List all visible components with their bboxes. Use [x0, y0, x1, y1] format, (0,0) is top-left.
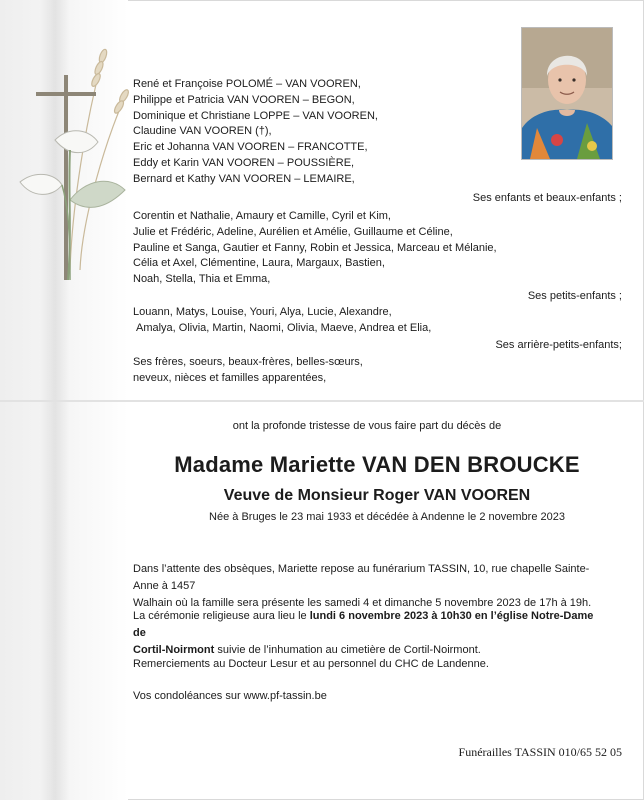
- ceremony-place: Cortil-Noirmont: [133, 644, 215, 656]
- other-relatives-list: [133, 355, 363, 387]
- children-label: Ses enfants et beaux-enfants ;: [472, 192, 622, 204]
- wheat-icon: [70, 48, 130, 270]
- list-item: Ses frères, soeurs, beaux-frères, belles-sœurs,: [133, 356, 363, 368]
- list-item: Bernard et Kathy VAN VOOREN – LEMAIRE,: [133, 172, 355, 185]
- list-item: Célia et Axel, Clémentine, Laura, Margaux, Bastien,: [133, 257, 385, 270]
- ceremony-date: lundi 6 novembre 2023 à 10h30 en l’église Notre-Dame de: [133, 610, 594, 639]
- cross-lily-ornament: [10, 30, 135, 280]
- list-item: neveux, nièces et familles apparentées,: [133, 371, 327, 384]
- list-item: Amalya, Olivia, Martin, Naomi, Olivia, Maeve, Andrea et Elia,: [136, 321, 432, 334]
- ceremony-paragraph: [133, 608, 603, 659]
- list-item: Julie et Frédéric, Adeline, Aurélien et Amélie, Guillaume et Céline,: [133, 225, 453, 238]
- list-item: Corentin et Nathalie, Amaury et Camille, Cyril et Kim,: [133, 210, 391, 222]
- wake-line: Dans l’attente des obsèques, Mariette repose au funérarium TASSIN, 10, rue chapelle Sainte-Anne à 1457: [133, 563, 590, 592]
- deceased-name: Madame Mariette VAN DEN BROUCKE: [174, 452, 580, 477]
- list-item: Noah, Stella, Thia et Emma,: [133, 273, 271, 286]
- great-grandchildren-list: [133, 305, 431, 337]
- widow-line: Veuve de Monsieur Roger VAN VOOREN: [223, 487, 531, 504]
- list-item: Eric et Johanna VAN VOOREN – FRANCOTTE,: [133, 141, 368, 154]
- condolences-line: Vos condoléances sur www.pf-tassin.be: [133, 690, 327, 702]
- children-list: [133, 77, 378, 188]
- funeral-home-contact: Funérailles TASSIN 010/65 52 05: [458, 745, 622, 759]
- grandchildren-list: [133, 209, 497, 288]
- list-item: Dominique et Christiane LOPPE – VAN VOOREN,: [133, 109, 378, 122]
- fold-line: [0, 400, 644, 402]
- wake-paragraph: [133, 561, 603, 612]
- list-item: Claudine VAN VOOREN (†),: [133, 125, 272, 138]
- birth-death-line: Née à Bruges le 23 mai 1933 et décédée à Andenne le 2 novembre 2023: [209, 511, 565, 523]
- great-grandchildren-label: Ses arrière-petits-enfants;: [495, 339, 622, 351]
- list-item: René et Françoise POLOMÉ – VAN VOOREN,: [133, 78, 361, 90]
- lily-icon: [20, 131, 125, 280]
- wake-line: Walhain où la famille sera présente les samedi 4 et dimanche 5 novembre 2023 de 17h à 19h.: [133, 597, 592, 609]
- grandchildren-label: Ses petits-enfants ;: [527, 290, 622, 302]
- list-item: Eddy et Karin VAN VOOREN – POUSSIÈRE,: [133, 156, 355, 169]
- thanks-line: Remerciements au Docteur Lesur et au personnel du CHC de Landenne.: [133, 658, 489, 670]
- portrait-photo: [521, 27, 613, 160]
- ceremony-text: suivie de l’inhumation au cimetière de Cortil-Noirmont.: [214, 644, 481, 656]
- announcement-intro: ont la profonde tristesse de vous faire part du décès de: [232, 420, 502, 432]
- list-item: Philippe et Patricia VAN VOOREN – BEGON,: [133, 93, 355, 106]
- list-item: Pauline et Sanga, Gautier et Fanny, Robin et Jessica, Marceau et Mélanie,: [133, 241, 497, 254]
- ceremony-text: La cérémonie religieuse aura lieu le: [133, 610, 310, 622]
- list-item: Louann, Matys, Louise, Youri, Alya, Lucie, Alexandre,: [133, 306, 392, 318]
